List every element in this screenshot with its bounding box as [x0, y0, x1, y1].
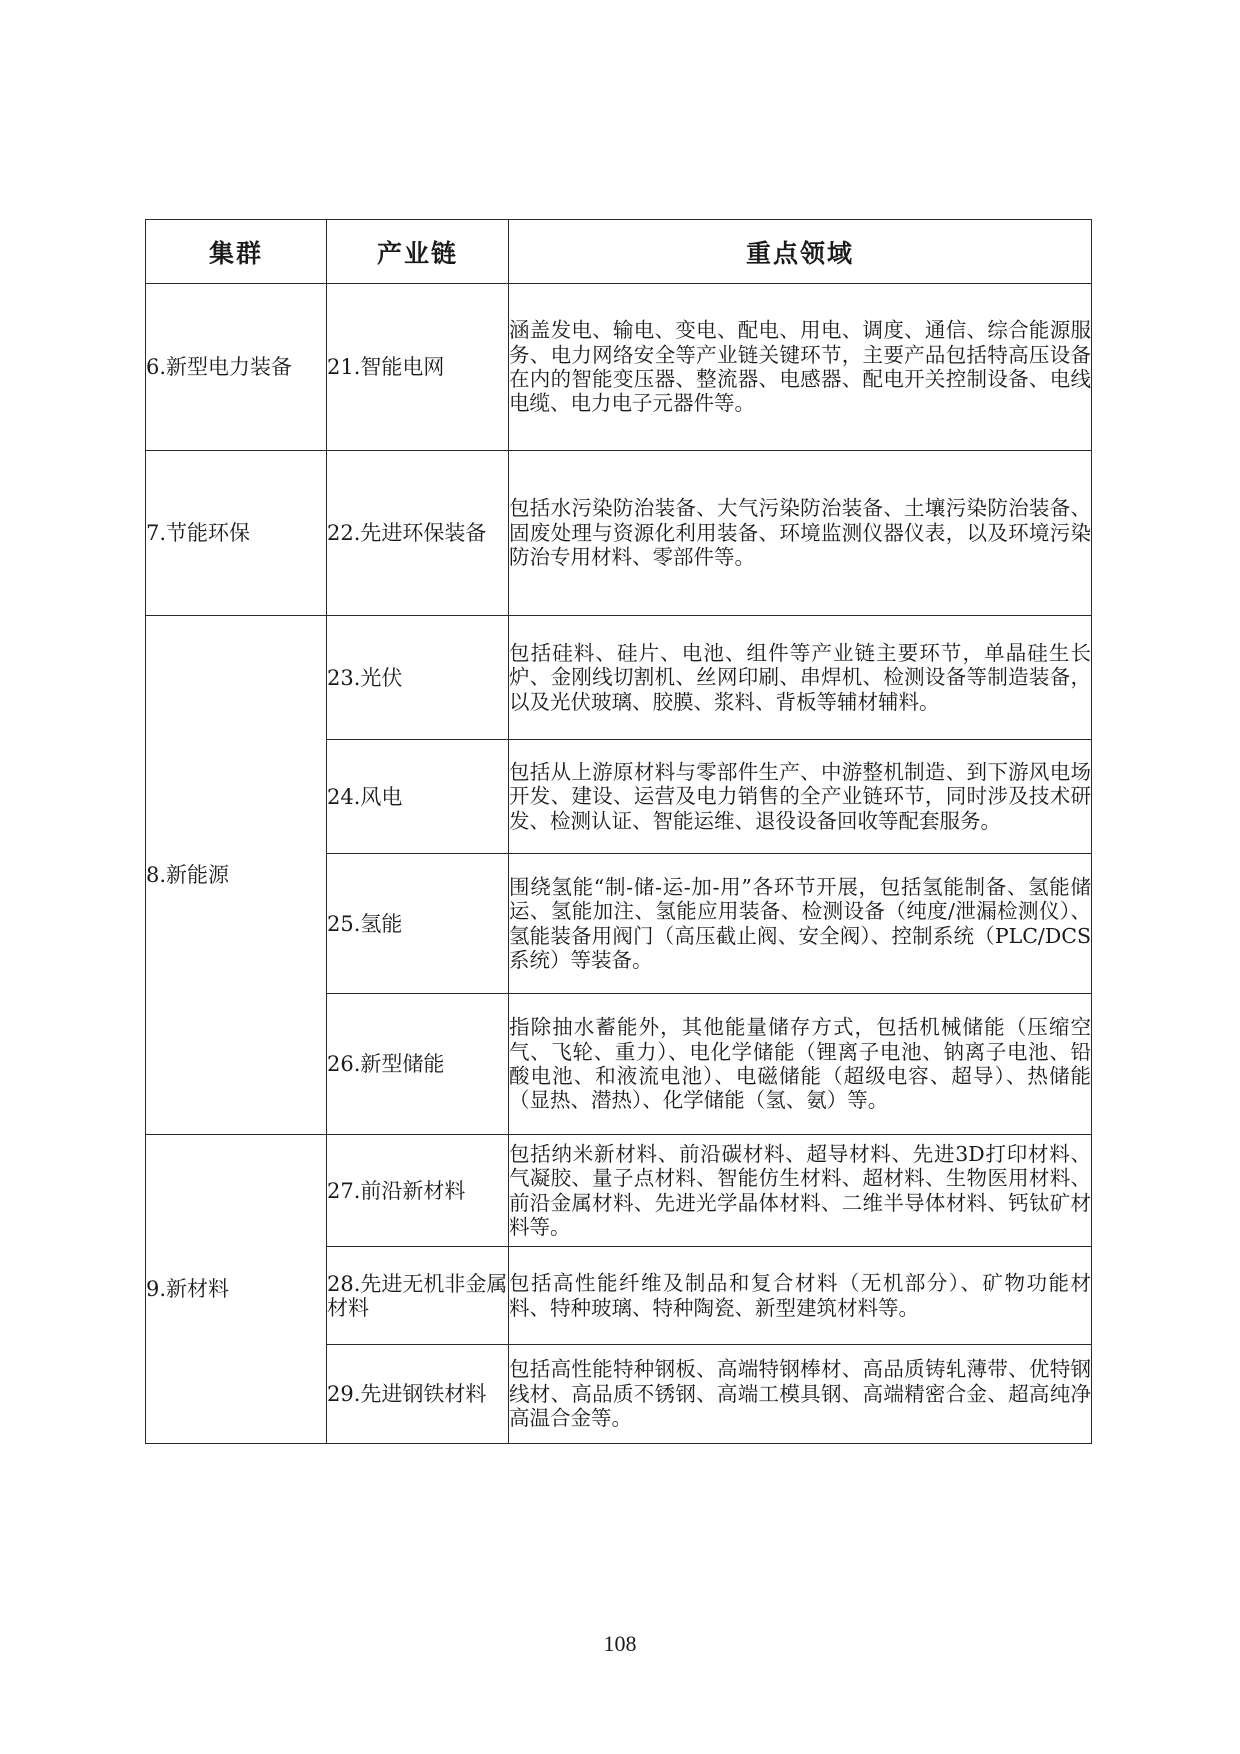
chain-cell: 23.光伏 [327, 616, 509, 740]
page-number: 108 [603, 1631, 637, 1656]
chain-cell: 21.智能电网 [327, 284, 509, 451]
cluster-cell: 8.新能源 [146, 616, 327, 1135]
table-row [146, 284, 1092, 451]
chain-cell: 28.先进无机非金属材料 [327, 1247, 509, 1345]
focus-cell: 包括高性能特种钢板、高端特钢棒材、高品质铸轧薄带、优特钢线材、高品质不锈钢、高端工模具钢、高端精密合金、超高纯净高温合金等。 [509, 1345, 1092, 1444]
focus-cell: 包括高性能纤维及制品和复合材料（无机部分）、矿物功能材料、特种玻璃、特种陶瓷、新型建筑材料等。 [509, 1247, 1092, 1345]
focus-cell: 包括硅料、硅片、电池、组件等产业链主要环节，单晶硅生长炉、金刚线切割机、丝网印刷、串焊机、检测设备等制造装备，以及光伏玻璃、胶膜、浆料、背板等辅材辅料。 [509, 616, 1092, 740]
chain-cell: 29.先进钢铁材料 [327, 1345, 509, 1444]
table-row [146, 1135, 1092, 1247]
focus-cell: 涵盖发电、输电、变电、配电、用电、调度、通信、综合能源服务、电力网络安全等产业链关键环节，主要产品包括特高压设备在内的智能变压器、整流器、电感器、配电开关控制设备、电线电缆、电力电子元器件等。 [509, 284, 1092, 451]
industry-table [145, 219, 1092, 1444]
cluster-cell: 7.节能环保 [146, 451, 327, 616]
table-row [146, 451, 1092, 616]
focus-cell: 包括从上游原材料与零部件生产、中游整机制造、到下游风电场开发、建设、运营及电力销售的全产业链环节，同时涉及技术研发、检测认证、智能运维、退役设备回收等配套服务。 [509, 740, 1092, 854]
table-row [146, 616, 1092, 740]
header-row [146, 220, 1092, 284]
focus-cell: 指除抽水蓄能外，其他能量储存方式，包括机械储能（压缩空气、飞轮、重力）、电化学储能（锂离子电池、钠离子电池、铅酸电池、和液流电池）、电磁储能（超级电容、超导）、热储能（显热、潜热）、化学储能（氢、氨）等。 [509, 994, 1092, 1135]
chain-cell: 27.前沿新材料 [327, 1135, 509, 1247]
cluster-cell: 9.新材料 [146, 1135, 327, 1444]
chain-cell: 26.新型储能 [327, 994, 509, 1135]
chain-cell: 25.氢能 [327, 854, 509, 994]
header-focus: 重点领域 [509, 220, 1092, 284]
chain-cell: 24.风电 [327, 740, 509, 854]
chain-cell: 22.先进环保装备 [327, 451, 509, 616]
cluster-cell: 6.新型电力装备 [146, 284, 327, 451]
focus-cell: 围绕氢能“制-储-运-加-用”各环节开展，包括氢能制备、氢能储运、氢能加注、氢能应用装备、检测设备（纯度/泄漏检测仪）、氢能装备用阀门（高压截止阀、安全阀）、控制系统（PLC/DCS系统）等装备。 [509, 854, 1092, 994]
header-cluster: 集群 [146, 220, 327, 284]
focus-cell: 包括水污染防治装备、大气污染防治装备、土壤污染防治装备、固废处理与资源化利用装备、环境监测仪器仪表，以及环境污染防治专用材料、零部件等。 [509, 451, 1092, 616]
focus-cell: 包括纳米新材料、前沿碳材料、超导材料、先进3D打印材料、气凝胶、量子点材料、智能仿生材料、超材料、生物医用材料、前沿金属材料、先进光学晶体材料、二维半导体材料、钙钛矿材料等。 [509, 1135, 1092, 1247]
header-chain: 产业链 [327, 220, 509, 284]
